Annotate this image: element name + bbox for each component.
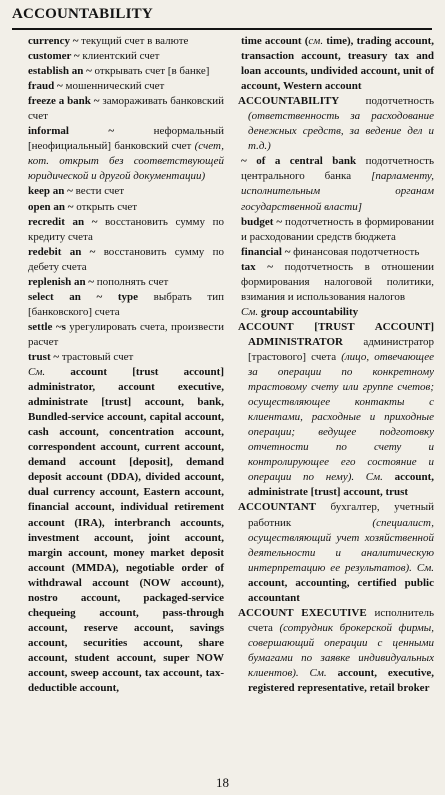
definition: исполнитель счета — [248, 606, 434, 634]
right-column — [238, 34, 434, 696]
definition: замораживать банковский счет — [28, 95, 225, 123]
definition-note: (ответственность за расходование денежных средств, за ведение дел и т.д.) — [248, 110, 434, 153]
definition: вести счет — [72, 185, 125, 198]
definition: пополнять счет — [94, 275, 169, 288]
dictionary-entry — [28, 200, 224, 215]
definition-note: (лицо, отвечающее за операции по конкретному трастовому счету или группе счетов; осуществляющее контакты с клиентами, расходные и приходные операции; ведущее подготовку отчетности по счету и контролирующее его состояние и операции по нему). — [248, 350, 434, 484]
dictionary-entry — [28, 64, 224, 79]
headword: ACCOUNT EXECUTIVE — [238, 606, 367, 619]
dictionary-entry — [238, 215, 434, 245]
definition: открывать счет [в банке] — [91, 65, 210, 78]
headword: keep an ~ — [28, 185, 73, 198]
dictionary-entry — [238, 500, 434, 605]
dictionary-entry — [28, 245, 224, 275]
dictionary-entry — [28, 184, 224, 199]
dictionary-entry — [28, 34, 224, 49]
see-also-marker: См. — [298, 666, 327, 679]
headword: group accountability — [258, 305, 359, 318]
see-also-terms: account, administrate [trust] account, trust — [248, 471, 435, 499]
headword: tax ~ — [241, 260, 273, 273]
definition: подотчетность центрального банка — [241, 155, 434, 183]
dictionary-entry — [238, 154, 434, 214]
dictionary-entry — [238, 245, 434, 260]
headword: redebit an ~ — [28, 245, 96, 258]
dictionary-entry — [28, 350, 224, 365]
headword: ACCOUNTANT — [238, 501, 317, 514]
dictionary-entry — [28, 124, 224, 184]
dictionary-entry — [238, 320, 434, 501]
definition: восстановить сумму по кредиту счета — [28, 215, 224, 243]
headword: replenish an ~ — [28, 275, 95, 288]
headword: ACCOUNTABILITY — [238, 95, 340, 108]
see-also-terms: account, executive, registered representative, retail broker — [248, 666, 434, 695]
dictionary-entry — [238, 606, 434, 696]
dictionary-entry — [28, 290, 224, 320]
see-also-terms: time), trading account, transaction account, treasury tax and loan accounts, undivided account, unit of account, Western account — [241, 35, 434, 93]
definition: мошеннический счет — [62, 80, 165, 93]
dictionary-entry — [28, 365, 224, 696]
see-also-marker: см. — [308, 35, 324, 47]
dictionary-entry — [28, 320, 224, 350]
headword: ACCOUNT [TRUST ACCOUNT] ADMINISTRATOR — [238, 320, 434, 348]
see-also-marker: См. — [241, 305, 259, 318]
headword: ~ of a central bank — [241, 155, 357, 168]
headword: settle ~s — [28, 320, 66, 333]
headword: open an ~ — [28, 200, 74, 213]
running-header: ACCOUNTABILITY — [12, 6, 153, 22]
definition: бухгалтер, учетный работник — [248, 501, 434, 529]
definition-note: [парламенту, исполнительным органам государственной власти] — [241, 170, 434, 213]
headword: informal ~ — [28, 125, 115, 138]
definition: урегулировать счета, произвести расчет — [28, 320, 225, 348]
dictionary-entry — [238, 94, 434, 154]
left-column — [28, 34, 224, 696]
headword: establish an ~ — [28, 65, 92, 78]
page-number: 18 — [216, 775, 229, 790]
headword: recredit an ~ — [28, 215, 98, 228]
definition-note: (специалист, осуществляющий учет хозяйственной деятельности и аналитическую интерпретацию ее результатов). — [248, 516, 434, 574]
definition: подотчетность в отношении формирования налоговой политики, взимания и использования налогов — [241, 260, 434, 303]
headword: financial ~ — [241, 245, 291, 258]
definition-note: (сотрудник брокерской фирмы, совершающий операции с ценными бумагами по заявке индивидуальных клиентов). — [248, 621, 435, 679]
dictionary-entry — [238, 305, 434, 320]
headword: budget ~ — [241, 215, 283, 228]
headword: freeze a bank ~ — [28, 95, 100, 108]
dictionary-entry — [28, 275, 224, 290]
see-also-marker: См. — [411, 561, 434, 574]
see-also-terms: account, accounting, certified public accountant — [248, 576, 434, 604]
headword: trust ~ — [28, 350, 60, 363]
definition: текущий счет в валюте — [78, 35, 189, 47]
headword: select an ~ type — [28, 290, 139, 303]
definition: клиентский счет — [79, 50, 160, 63]
definition-note: (счет, кот. открыт без соответствующей юридической и другой документации) — [28, 140, 224, 183]
headword: account [trust account] administrator, account executive, administrate [trust] account, bank, Bundled-service account, capital account, cash account, concentration account, correspondent account, current account, demand account [deposit], demand deposit account (DDA), divided account, dual currency account, Eastern account, financial account, individual retirement account (IRA), interbranch accounts, investment account, joint account, margin account, money market deposit account (MMDA), negotiable order of withdrawal account (NOW account), nostro account, packaged-service chequeing account, pass-through account, reserve account, savings account, securities account, share account, student account, super NOW account, sweep account, tax account, tax-deductible account, — [28, 366, 224, 695]
definition: администратор [трастового] счета — [248, 335, 434, 363]
see-also-marker: См. — [28, 366, 46, 379]
headword: fraud ~ — [28, 80, 63, 93]
definition: восстановить сумму по дебету счета — [28, 245, 224, 273]
definition: трастовый счет — [59, 350, 134, 363]
definition: неформальный [неофициальный] банковский счет — [28, 125, 224, 153]
dictionary-entry — [28, 215, 224, 245]
see-also-marker: См. — [354, 471, 383, 484]
headword: currency ~ — [28, 35, 79, 47]
dictionary-entry — [238, 260, 434, 305]
definition: финансовая подотчетность — [290, 245, 420, 258]
definition: подотчетность в формировании и расходовании средств бюджета — [241, 215, 434, 243]
definition: выбрать тип [банковского] счета — [28, 290, 224, 318]
definition: подотчетность — [339, 95, 434, 108]
dictionary-entry — [238, 34, 434, 94]
dictionary-entry — [28, 79, 224, 94]
header-rule — [12, 28, 432, 30]
headword: time account ( — [241, 35, 309, 47]
headword: customer ~ — [28, 50, 80, 63]
definition: открыть счет — [73, 200, 138, 213]
dictionary-entry — [28, 49, 224, 64]
dictionary-entry — [28, 94, 224, 124]
